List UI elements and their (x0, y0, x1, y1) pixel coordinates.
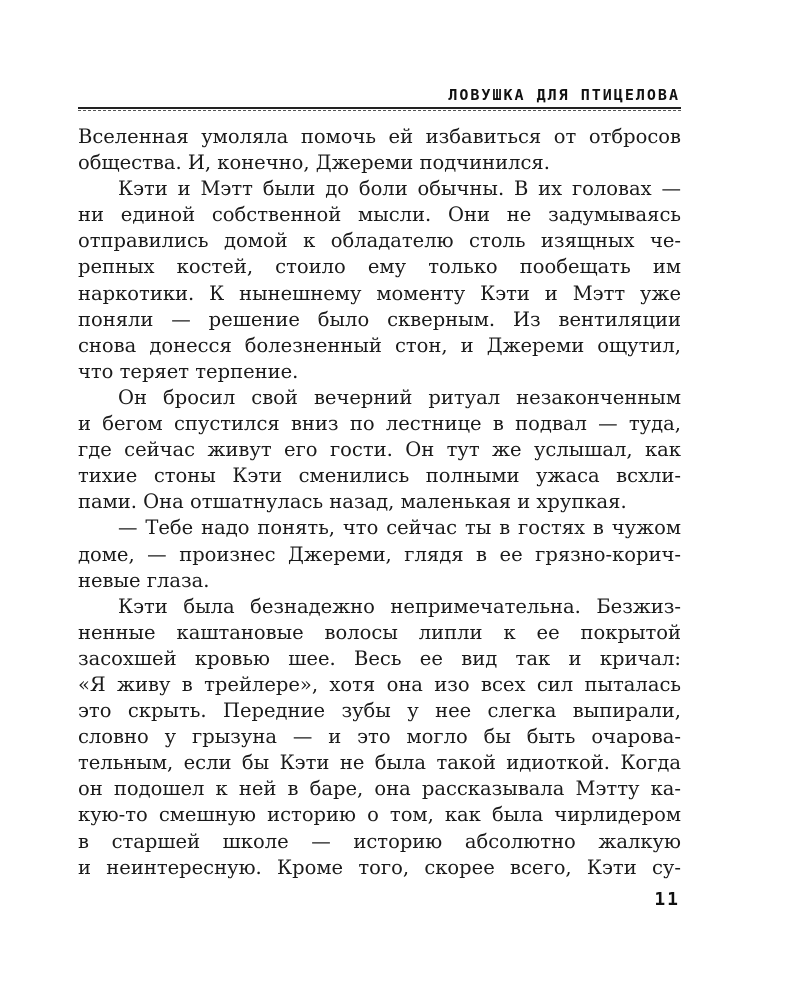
text-line: в старшей школе — историю абсолютно жалкую (78, 829, 681, 853)
text-line: Он бросил свой вечерний ритуал незаконченным (118, 385, 681, 409)
page-number: 11 (654, 889, 680, 910)
text-line: словно у грызуна — и это могло бы быть очарова- (78, 725, 681, 749)
text-line: снова донесся болезненный стон, и Джереми ощутил, (78, 333, 681, 357)
text-line: Вселенная умоляла помочь ей избавиться от отбросов (78, 125, 681, 148)
text-line: ненные каштановые волосы липли к ее покрытой (78, 620, 681, 644)
body-text (78, 124, 681, 881)
text-line: он подошел к ней в баре, она рассказывала Мэтту ка- (78, 777, 681, 801)
text-line: пами. Она отшатнулась назад, маленькая и хрупкая. (78, 490, 627, 514)
text-line: засохшей кровью шее. Весь ее вид так и кричал: (78, 646, 681, 670)
text-line: Кэти и Мэтт были до боли обычны. В их головах — (118, 177, 681, 201)
text-line: доме, — произнес Джереми, глядя в ее грязно-корич- (78, 542, 681, 566)
text-line: и неинтересную. Кроме того, скорее всего, Кэти су- (78, 855, 681, 879)
text-line: тихие стоны Кэти сменились полными ужаса всхли- (78, 464, 681, 488)
running-header-title: ЛОВУШКА ДЛЯ ПТИЦЕЛОВА (448, 86, 680, 104)
text-line: наркотики. К нынешнему моменту Кэти и Мэтт уже (78, 281, 681, 305)
text-line: отправились домой к обладателю столь изящных че- (78, 229, 681, 253)
text-line: ни единой собственной мысли. Они не задумываясь (78, 203, 681, 227)
text-line: где сейчас живут его гости. Он тут же услышал, как (78, 438, 681, 462)
text-line: что теряет терпение. (78, 359, 299, 383)
text-line: и бегом спустился вниз по лестнице в подвал — туда, (78, 412, 681, 436)
text-line: тельным, если бы Кэти не была такой идиоткой. Когда (78, 751, 681, 775)
text-line: поняли — решение было скверным. Из вентиляции (78, 307, 681, 331)
text-line: кую-то смешную историю о том, как была чирлидером (78, 803, 681, 827)
text-line: невые глаза. (78, 568, 210, 592)
text-line: это скрыть. Передние зубы у нее слегка выпирали, (78, 699, 681, 723)
text-line: общества. И, конечно, Джереми подчинился. (78, 151, 550, 175)
text-line: репных костей, стоило ему только пообещать им (78, 255, 681, 279)
header-rule-secondary (78, 110, 681, 111)
text-line: — Тебе надо понять, что сейчас ты в гостях в чужом (118, 516, 681, 540)
header-rule (78, 107, 681, 109)
text-line: «Я живу в трейлере», хотя она изо всех сил пыталась (78, 672, 681, 696)
text-line: Кэти была безнадежно непримечательна. Безжиз- (118, 594, 681, 618)
